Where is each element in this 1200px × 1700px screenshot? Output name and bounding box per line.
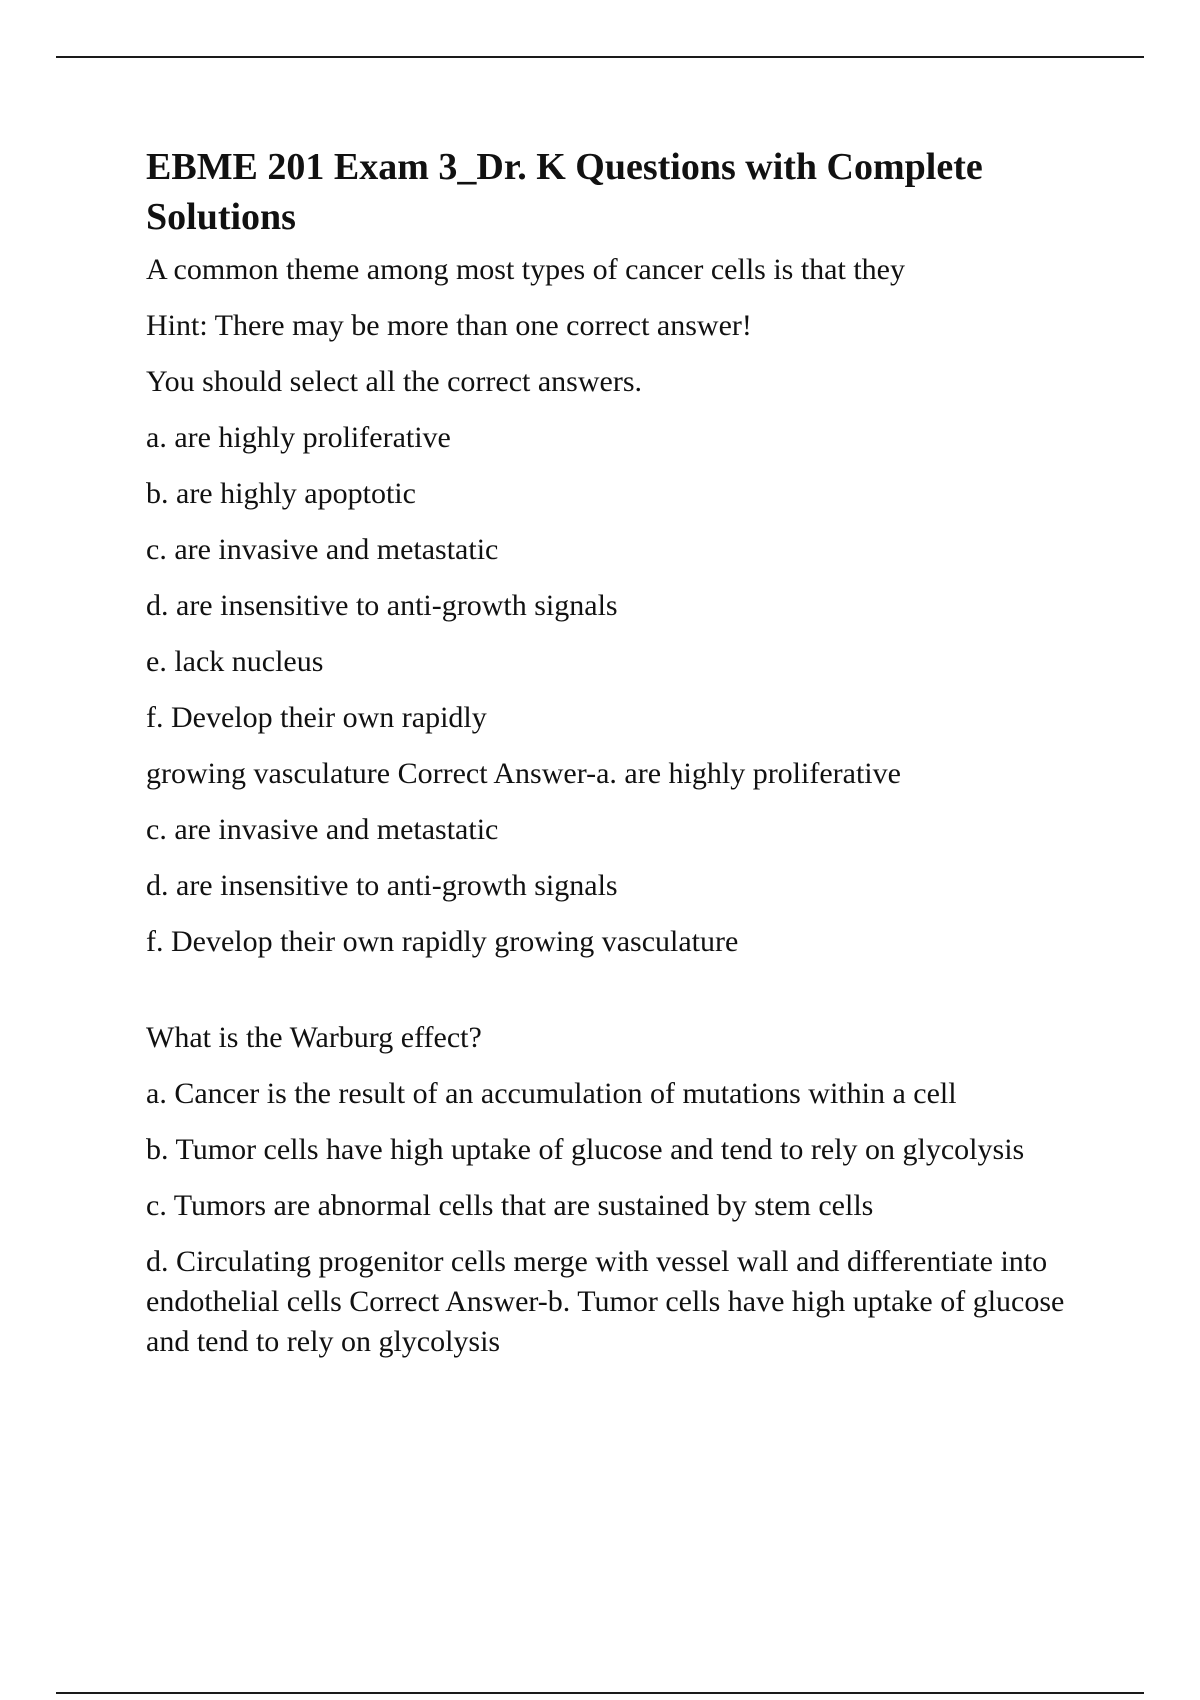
question-1 — [146, 250, 1106, 962]
question-1-option-c: c. are invasive and metastatic — [146, 533, 499, 566]
question-1-option-d: d. are insensitive to anti-growth signals — [146, 589, 618, 622]
document-title: EBME 201 Exam 3_Dr. K Questions with Complete Solutions — [146, 146, 983, 238]
bottom-rule — [56, 1692, 1144, 1694]
top-rule — [56, 56, 1144, 58]
question-spacer — [146, 978, 1106, 1018]
question-2-option-a: a. Cancer is the result of an accumulation of mutations within a cell — [146, 1077, 957, 1110]
question-2 — [146, 1018, 1106, 1362]
question-1-option-e: e. lack nucleus — [146, 645, 324, 678]
question-1-instruction: You should select all the correct answers. — [146, 365, 642, 398]
question-2-option-b: b. Tumor cells have high uptake of glucose and tend to rely on glycolysis — [146, 1133, 1025, 1166]
question-1-option-f: f. Develop their own rapidly — [146, 701, 487, 734]
question-1-answer-line-4: f. Develop their own rapidly growing vasculature — [146, 925, 739, 958]
question-2-prompt: What is the Warburg effect? — [146, 1021, 482, 1054]
question-1-answer-line-2: c. are invasive and metastatic — [146, 813, 499, 846]
question-1-option-b: b. are highly apoptotic — [146, 477, 416, 510]
question-1-prompt: A common theme among most types of cancer cells is that they — [146, 253, 905, 286]
question-2-option-c: c. Tumors are abnormal cells that are sustained by stem cells — [146, 1189, 874, 1222]
question-2-option-d: d. Circulating progenitor cells merge with vessel wall and differentiate into endothelial cells Correct Answer-b. Tumor cells have high uptake of glucose and tend to rely on glycolysis — [146, 1245, 1065, 1358]
question-1-answer-line-3: d. are insensitive to anti-growth signals — [146, 869, 618, 902]
question-1-option-a: a. are highly proliferative — [146, 421, 451, 454]
document-body — [146, 142, 1106, 1378]
question-1-answer-line-1: growing vasculature Correct Answer-a. are highly proliferative — [146, 757, 901, 790]
question-1-hint: Hint: There may be more than one correct answer! — [146, 309, 752, 342]
